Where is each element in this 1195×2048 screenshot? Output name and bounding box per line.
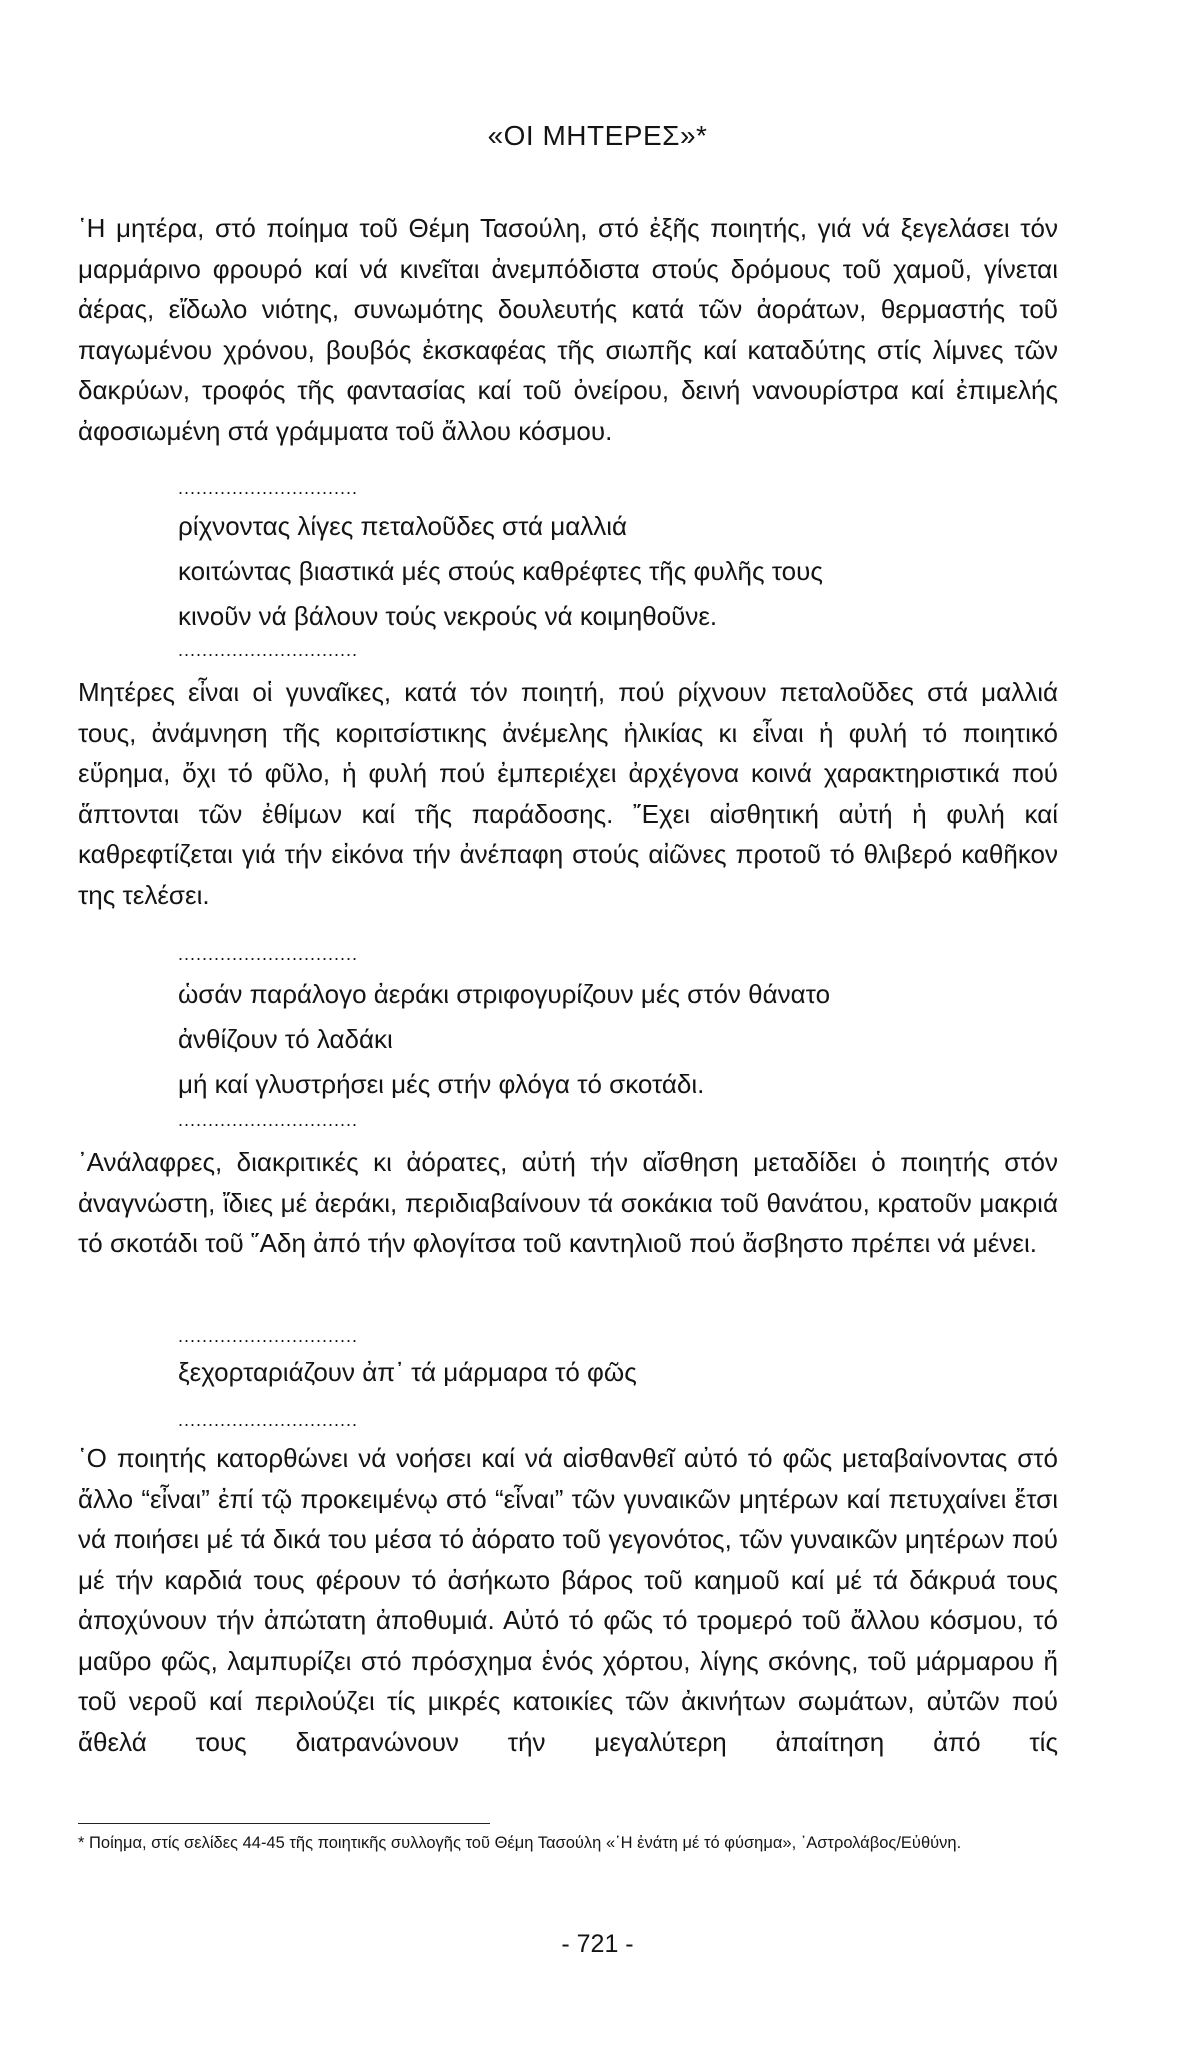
paragraph-4: ῾Ο ποιητής κατορθώνει νά νοήσει καί νά αἰσθανθεῖ αὐτό τό φῶς μεταβαίνοντας στό ἄλλο “εἶναι” ἐπί τῷ προκειμένῳ στό “εἶναι” τῶν γυναικῶν μητέρων καί πετυχαίνει ἔτσι νά ποιήσει μέ τά δικά του μέσα τό ἀόρατο τοῦ γεγονότος, τῶν γυναικῶν μητέρων πού μέ τήν καρδιά τους φέρουν τό ἀσήκωτο βάρος τοῦ καημοῦ καί μέ τά δάκρυά τους ἀποχύνουν τήν ἀπώτατη ἀποθυμιά. Αὐτό τό φῶς τό τρομερό τοῦ ἄλλου κόσμου, τό μαῦρο φῶς, λαμπυρίζει στό πρόσχημα ἑνός χόρτου, λίγης σκόνης, τοῦ μάρμαρου ἤ τοῦ νεροῦ καί περιλούζει τίς μικρές κατοικίες τῶν ἀκινήτων σωμάτων, αὐτῶν πού ἄθελά τους διατρανώνουν τήν μεγαλύτερη ἀπαίτηση ἀπό τίς	[78, 1443, 1058, 1757]
verse-block-3	[178, 1350, 1058, 1395]
ellipsis-separator: ..............................	[178, 1410, 359, 1430]
verse-line: ἀνθίζουν τό λαδάκι	[178, 1024, 393, 1054]
ellipsis-separator: ..............................	[178, 944, 359, 964]
verse-line: ρίχνοντας λίγες πεταλοῦδες στά μαλλιά	[178, 511, 628, 541]
ellipsis-separator: ..............................	[178, 1110, 359, 1130]
verse-line: μή καί γλυστρήσει μές στήν φλόγα τό σκοτάδι.	[178, 1069, 705, 1099]
footnote: * Ποίημα, στίς σελίδες 44-45 τῆς ποιητικῆς συλλογῆς τοῦ Θέμη Τασούλη «῾Η ἐνάτη μέ τό φύσημα», ᾿Αστρολάβος/Εὐθύνη.	[78, 1834, 962, 1852]
verse-line: ὡσάν παράλογο ἀεράκι στριφογυρίζουν μές στόν θάνατο	[178, 979, 831, 1009]
ellipsis-separator: ..............................	[178, 640, 359, 660]
verse-line: ξεχορταριάζουν ἀπ᾿ τά μάρμαρα τό φῶς	[178, 1357, 637, 1387]
page-number: - 721 -	[561, 1930, 634, 1958]
verse-block-2	[178, 972, 1058, 1107]
verse-block-1	[178, 504, 1058, 639]
paragraph-3: ᾿Ανάλαφρες, διακριτικές κι ἀόρατες, αὐτή τήν αἴσθηση μεταδίδει ὁ ποιητής στόν ἀναγνώστη, ἴδιες μέ ἀεράκι, περιδιαβαίνουν τά σοκάκια τοῦ θανάτου, κρατοῦν μακριά τό σκοτάδι τοῦ ῞Αδη ἀπό τήν φλογίτσα τοῦ καντηλιοῦ πού ἄσβηστο πρέπει νά μένει.	[78, 1147, 1058, 1258]
verse-line: κινοῦν νά βάλουν τούς νεκρούς νά κοιμηθοῦνε.	[178, 601, 718, 631]
paragraph-1: ῾Η μητέρα, στό ποίημα τοῦ Θέμη Τασούλη, στό ἐξῆς ποιητής, γιά νά ξεγελάσει τόν μαρμάρινο φρουρό καί νά κινεῖται ἀνεμπόδιστα στούς δρόμους τοῦ χαμοῦ, γίνεται ἀέρας, εἴδωλο νιότης, συνωμότης δουλευτής κατά τῶν ἀοράτων, θερμαστής τοῦ παγωμένου χρόνου, βουβός ἐκσκαφέας τῆς σιωπῆς καί καταδύτης στίς λίμνες τῶν δακρύων, τροφός τῆς φαντασίας καί τοῦ ὀνείρου, δεινή νανουρίστρα καί ἐπιμελής ἀφοσιωμένη στά γράμματα τοῦ ἄλλου κόσμου.	[78, 213, 1058, 446]
verse-line: κοιτώντας βιαστικά μές στούς καθρέφτες τῆς φυλῆς τους	[178, 556, 823, 586]
paragraph-2: Μητέρες εἶναι οἱ γυναῖκες, κατά τόν ποιητή, πού ρίχνουν πεταλοῦδες στά μαλλιά τους, ἀνάμνηση τῆς κοριτσίστικης ἀνέμελης ἡλικίας κι εἶναι ἡ φυλή τό ποιητικό εὕρημα, ὄχι τό φῦλο, ἡ φυλή πού ἐμπεριέχει ἀρχέγονα κοινά χαρακτηριστικά πού ἅπτονται τῶν ἐθίμων καί τῆς παράδοσης. ῎Εχει αἰσθητική αὐτή ἡ φυλή καί καθρεφτίζεται γιά τήν εἰκόνα τήν ἀνέπαφη στούς αἰῶνες προτοῦ τό θλιβερό καθῆκον της τελέσει.	[78, 677, 1058, 910]
footnote-rule	[78, 1823, 490, 1824]
page-title: «ΟΙ ΜΗΤΕΡΕΣ»*	[487, 120, 708, 151]
ellipsis-separator: ..............................	[178, 478, 359, 498]
ellipsis-separator: ..............................	[178, 1326, 359, 1346]
